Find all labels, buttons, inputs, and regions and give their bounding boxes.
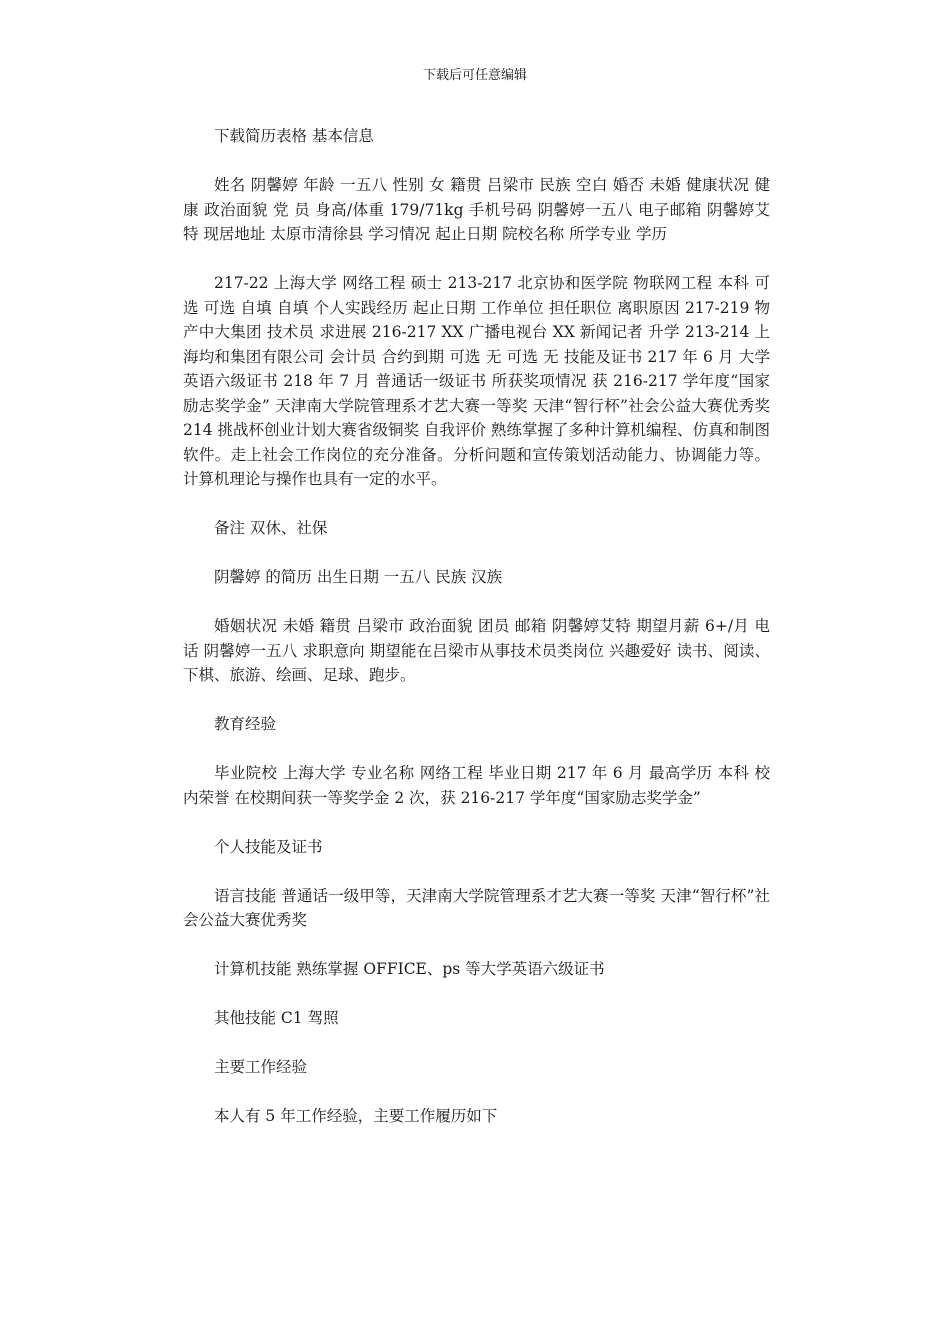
section-heading-skills: 个人技能及证书 [214,837,323,856]
document-body [183,124,770,1153]
page-header-note: 下载后可任意编辑 [422,68,527,83]
paragraph-marital-contact: 婚姻状况 未婚 籍贯 吕梁市 政治面貌 团员 邮箱 阴馨婷艾特 期望月薪 6+/月 电话 阴馨婷一五八 求职意向 期望能在吕梁市从事技术员类岗位 兴趣爱好 读书、阅读、下棋、旅游、绘画、足球、跑步。 [183,617,770,684]
section-title-basic-info: 下载简历表格 基本信息 [214,127,374,145]
section-heading-education: 教育经验 [214,715,277,733]
paragraph-language-skills: 语言技能 普通话一级甲等，天津南大学院管理系才艺大赛一等奖 天津“智行杯”社会公益大赛优秀奖 [183,886,770,929]
paragraph-computer-skills: 计算机技能 熟练掌握 OFFICE、ps 等大学英语六级证书 [214,960,605,978]
paragraph-resume-title: 阴馨婷 的简历 出生日期 一五八 民族 汉族 [214,568,503,586]
paragraph-education-work-skills: 217-22 上海大学 网络工程 硕士 213-217 北京协和医学院 物联网工程 本科 可选 可选 自填 自填 个人实践经历 起止日期 工作单位 担任职位 离职原因 217-219 物产中大集团 技术员 求进展 216-217 XX 广播电视台 XX 新闻记者 升学 213-214 上海均和集团有限公司 会计员 合约到期 可选 无 可选 无 技能及证书 217 年 6 月 大学英语六级证书 218 年 7 月 普通话一级证书 所获奖项情况 获 216-217 学年度“国家励志奖学金” 天津南大学院管理系才艺大赛一等奖 天津“智行杯”社会公益大赛优秀奖 214 挑战杯创业计划大赛省级铜奖 自我评价 熟练掌握了多种计算机编程、仿真和制图软件。走上社会工作岗位的充分准备。分析问题和宣传策划活动能力、协调能力等。计算机理论与操作也具有一定的水平。 [183,274,770,488]
paragraph-remarks: 备注 双休、社保 [214,519,328,537]
paragraph-education-details: 毕业院校 上海大学 专业名称 网络工程 毕业日期 217 年 6 月 最高学历 本科 校内荣誉 在校期间获一等奖学金 2 次，获 216-217 学年度“国家励志奖学金” [183,764,770,807]
paragraph-work-summary: 本人有 5 年工作经验，主要工作履历如下 [214,1107,498,1125]
section-heading-work-experience: 主要工作经验 [214,1058,308,1076]
paragraph-personal-info: 姓名 阴馨婷 年龄 一五八 性别 女 籍贯 吕梁市 民族 空白 婚否 未婚 健康状况 健康 政治面貌 党 员 身高/体重 179/71kg 手机号码 阴馨婷一五八 电子邮箱 阴馨婷艾特 现居地址 太原市清徐县 学习情况 起止日期 院校名称 所学专业 学历 [183,176,770,243]
paragraph-other-skills: 其他技能 C1 驾照 [214,1009,339,1027]
